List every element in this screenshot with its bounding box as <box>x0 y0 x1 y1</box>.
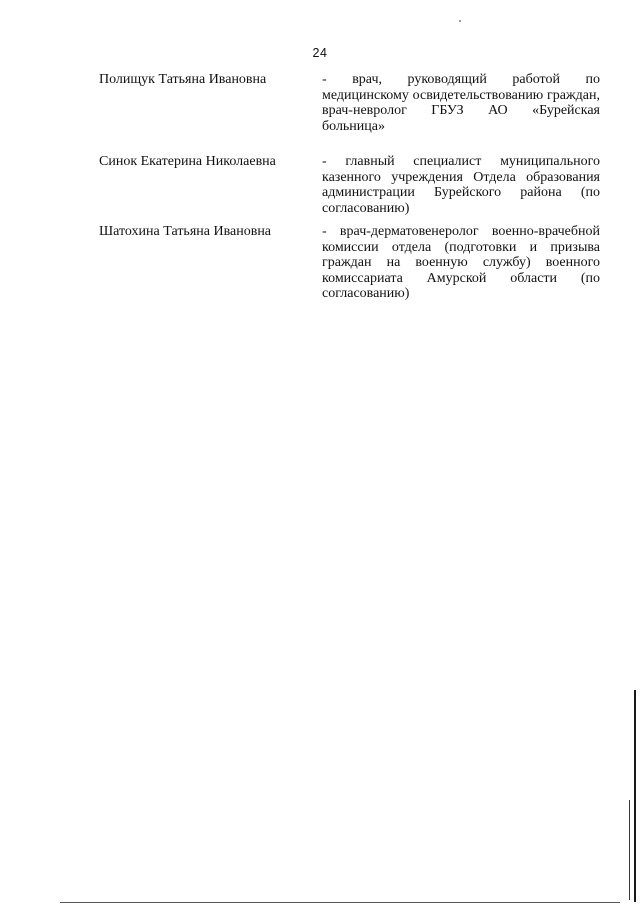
member-role: - врач, руководящий работой по медицинскому освидетельствованию граждан, врач-невролог ГБУЗ АО «Бурейская больница» <box>322 72 600 134</box>
scan-edge-right <box>634 690 636 902</box>
member-name: Полищук Татьяна Ивановна <box>99 72 267 87</box>
member-role: - врач-дерматовенеролог военно-врачебной комиссии отдела (подготовки и призыва граждан на военную службу) военного комиссариата Амурской области (по согласованию) <box>322 224 600 301</box>
scan-edge-right-inner <box>629 800 630 900</box>
member-role: - главный специалист муниципального казенного учреждения Отдела образования администрации Бурейского района (по согласованию) <box>322 154 600 216</box>
scan-speck <box>459 20 461 22</box>
member-name: Синок Екатерина Николаевна <box>99 154 276 169</box>
page-number: 24 <box>312 46 328 60</box>
member-name: Шатохина Татьяна Ивановна <box>99 224 272 239</box>
scan-edge-bottom <box>60 902 620 903</box>
